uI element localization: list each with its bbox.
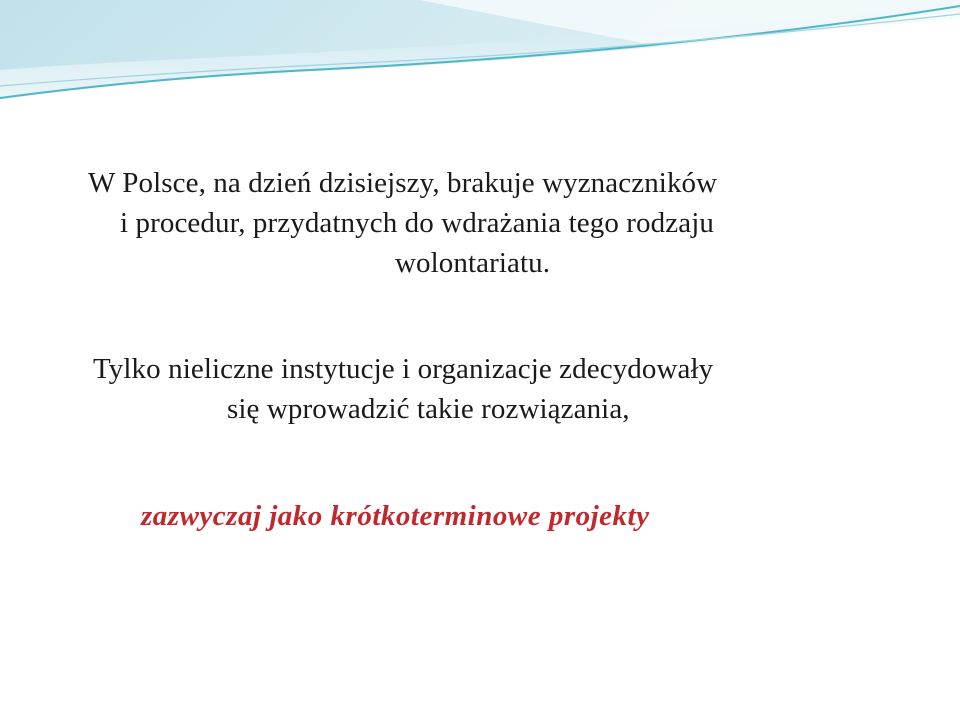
paragraph2-line2: się wprowadzić takie rozwiązania, — [227, 393, 630, 425]
paragraph1-line1: W Polsce, na dzień dzisiejszy, brakuje wyznaczników — [88, 167, 718, 199]
emphasis-short-term-projects: zazwyczaj jako krótkoterminowe projekty — [141, 500, 650, 532]
paragraph-missing-procedures — [88, 163, 717, 283]
header-wave-decoration — [0, 0, 960, 110]
paragraph2-line1: Tylko nieliczne instytucje i organizacje zdecydowały — [93, 353, 714, 385]
paragraph1-line3: wolontariatu. — [395, 247, 551, 279]
paragraph1-line2: i procedur, przydatnych do wdrażania tego rodzaju — [120, 207, 714, 239]
paragraph-few-institutions — [93, 349, 713, 429]
